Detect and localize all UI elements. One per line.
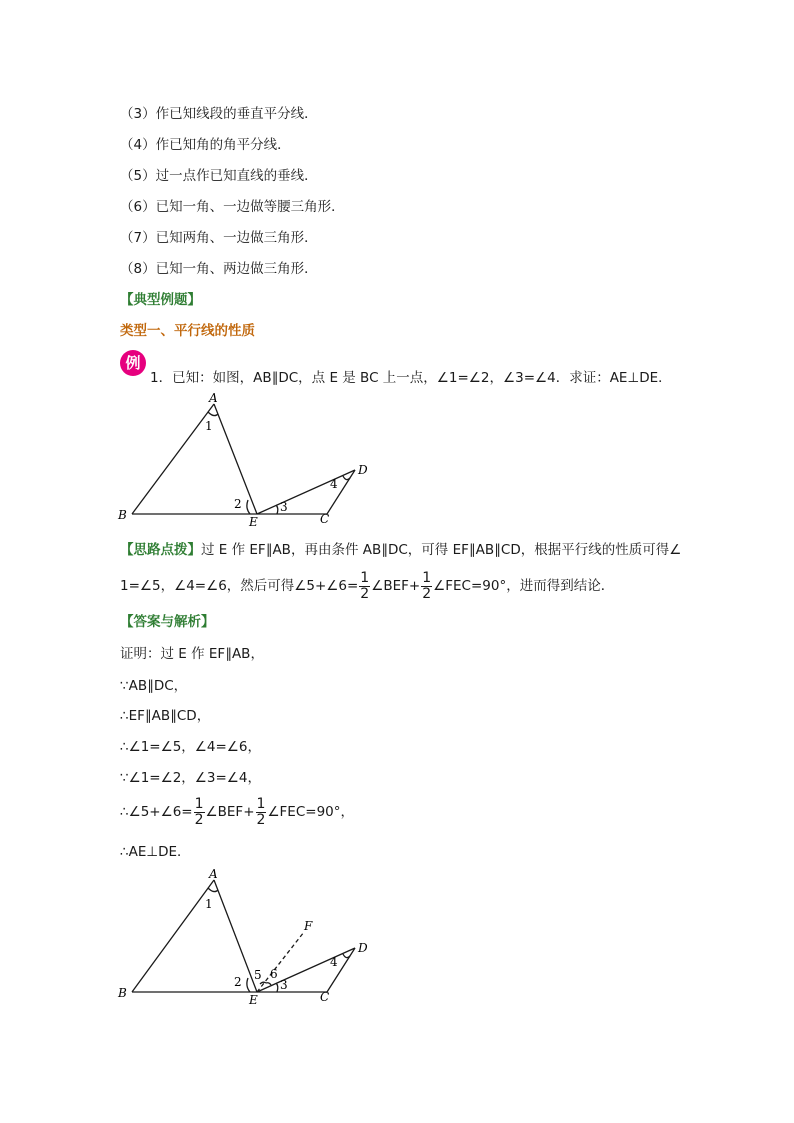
list-item-5: （5）过一点作已知直线的垂线． (120, 168, 318, 184)
proof-text-6b: ∠BEF+ (205, 804, 255, 820)
type-heading: 类型一、平行线的性质 (120, 323, 255, 339)
hint-text-1: 过 E 作 EF∥AB，再由条件 AB∥DC，可得 EF∥AB∥CD，根据平行线的性质可得∠ (201, 542, 682, 558)
list-item-6: （6）已知一角、一边做等腰三角形． (120, 199, 345, 215)
example-badge: 例 (120, 350, 146, 376)
label-E: E (249, 993, 258, 1007)
frac-den: 2 (360, 585, 370, 602)
label-A: A (209, 867, 218, 881)
figure-triangle-2 (112, 866, 412, 1011)
proof-text-6a: ∴∠5+∠6= (120, 804, 193, 820)
label-C: C (320, 512, 330, 526)
proof-line-1: 证明：过 E 作 EF∥AB， (120, 646, 264, 662)
label-4: 4 (330, 955, 338, 969)
proof-line-7: ∴AE⊥DE． (120, 844, 191, 860)
proof-line-3: ∴EF∥AB∥CD， (120, 708, 211, 724)
frac-den: 2 (256, 811, 266, 828)
hint-text-2a: 1=∠5，∠4=∠6，然后可得∠5+∠6= (120, 578, 359, 594)
proof-line-4: ∴∠1=∠5，∠4=∠6， (120, 739, 261, 755)
fraction-half (256, 797, 267, 828)
frac-num: 1 (256, 795, 266, 812)
section-heading: 【典型例题】 (120, 292, 201, 308)
proof-line-5: ∵∠1=∠2，∠3=∠4， (120, 770, 261, 786)
list-item-4: （4）作已知角的角平分线． (120, 137, 291, 153)
hint-text-2b: ∠BEF+ (371, 578, 421, 594)
label-E: E (249, 515, 258, 529)
frac-num: 1 (422, 569, 432, 586)
label-3: 3 (280, 500, 288, 514)
hint-label: 【思路点拨】 (120, 542, 201, 558)
label-3: 3 (280, 978, 288, 992)
label-F: F (304, 919, 313, 933)
proof-line-6 (120, 796, 354, 828)
label-B: B (118, 986, 127, 1000)
hint-line-1 (120, 540, 681, 560)
label-4: 4 (330, 477, 338, 491)
answer-heading: 【答案与解析】 (120, 614, 215, 630)
label-2: 2 (234, 497, 242, 511)
label-2: 2 (234, 975, 242, 989)
fraction-half (421, 571, 432, 602)
label-5: 5 (254, 968, 262, 982)
list-item-8: （8）已知一角、两边做三角形． (120, 261, 318, 277)
problem-statement: 1．已知：如图，AB∥DC，点 E 是 BC 上一点，∠1=∠2，∠3=∠4．求证：AE⊥DE． (150, 370, 672, 386)
label-D: D (358, 463, 368, 477)
hint-text-2c: ∠FEC=90°，进而得到结论． (433, 578, 615, 594)
label-C: C (320, 990, 330, 1004)
label-A: A (209, 391, 218, 405)
label-B: B (118, 508, 127, 522)
fraction-half (359, 571, 370, 602)
fraction-half (194, 797, 205, 828)
figure-triangle-1 (112, 390, 412, 530)
label-D: D (358, 941, 368, 955)
frac-num: 1 (360, 569, 370, 586)
label-1: 1 (205, 897, 213, 911)
proof-text-6c: ∠FEC=90°， (267, 804, 355, 820)
list-item-7: （7）已知两角、一边做三角形． (120, 230, 318, 246)
hint-line-2 (120, 570, 614, 602)
frac-den: 2 (422, 585, 432, 602)
label-6: 6 (270, 967, 278, 981)
frac-den: 2 (194, 811, 204, 828)
list-item-3: （3）作已知线段的垂直平分线． (120, 106, 318, 122)
proof-line-2: ∵AB∥DC， (120, 678, 188, 694)
frac-num: 1 (194, 795, 204, 812)
label-1: 1 (205, 419, 213, 433)
